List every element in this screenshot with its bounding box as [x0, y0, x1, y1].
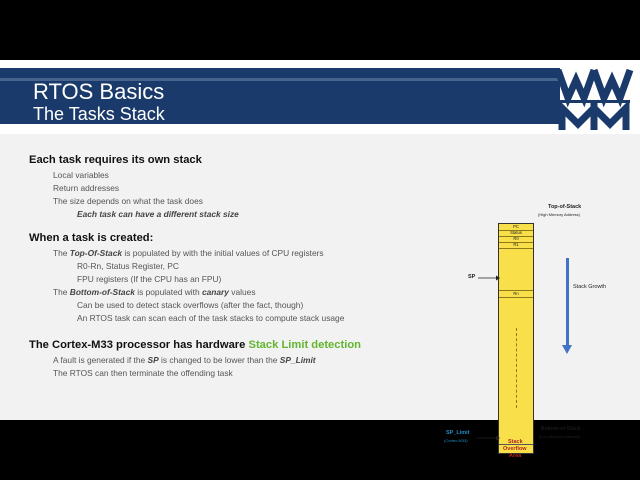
slide — [0, 60, 640, 459]
section1-item: Local variables — [53, 170, 109, 180]
bos-sub-item: Can be used to detect stack overflows (after the fact, though) — [77, 300, 304, 310]
section1-emphasis: Each task can have a different stack size — [77, 209, 239, 219]
section3-heading: The Cortex-M33 processor has hardware Stack Limit detection — [29, 339, 362, 351]
overflow-label: Area — [509, 453, 522, 459]
overflow-label: Stack — [508, 439, 523, 445]
bottom-of-stack-note: (Low Memory Address) — [539, 434, 581, 439]
title-banner — [0, 68, 560, 124]
stack-cell-pc: PC — [499, 224, 533, 231]
bos-line: The Bottom-of-Stack is populated with canary values — [53, 287, 256, 297]
stack-cell-status: Status — [499, 230, 533, 237]
section1-heading: Each task requires its own stack — [29, 154, 202, 166]
stack-cell-rn: Rn — [499, 290, 533, 298]
sp-limit-label: SP_Limit — [446, 430, 470, 436]
tos-sub-item: FPU registers (If the CPU has an FPU) — [77, 274, 222, 284]
sp-arrow-icon — [478, 274, 500, 282]
bottom-of-stack-label: Bottom-of-Stack — [541, 426, 581, 432]
sp-limit-arrow-icon — [476, 434, 500, 442]
tos-line: The Top-Of-Stack is populated by with the initial values of CPU registers — [53, 248, 324, 258]
stack-dashed-divider — [516, 328, 517, 408]
top-of-stack-note: (High Memory Address) — [538, 212, 581, 217]
section2-heading: When a task is created: — [29, 232, 154, 244]
bos-sub-item: An RTOS task can scan each of the task stacks to compute stack usage — [77, 313, 345, 323]
section3-line: A fault is generated if the SP is changed to be lower than the SP_Limit — [53, 355, 316, 365]
stack-growth-arrow — [566, 258, 569, 346]
slide-title: RTOS Basics — [33, 79, 165, 104]
sp-label: SP — [468, 274, 476, 280]
slide-subtitle: The Tasks Stack — [33, 104, 165, 124]
stack-cell-r1: R1 — [499, 242, 533, 249]
stack-diagram — [498, 223, 534, 454]
content-area — [0, 134, 640, 459]
section1-item: Return addresses — [53, 183, 120, 193]
stack-cell-r0: R0 — [499, 236, 533, 243]
overflow-label: Overflow — [503, 446, 527, 452]
wm-logo-icon — [554, 64, 634, 134]
sp-limit-note: (Cortex-M33) — [444, 438, 468, 443]
section3-line: The RTOS can then terminate the offending task — [53, 368, 233, 378]
tos-sub-item: R0-Rn, Status Register, PC — [77, 261, 179, 271]
top-of-stack-label: Top-of-Stack — [548, 204, 582, 210]
section1-item: The size depends on what the task does — [53, 196, 203, 206]
arrow-down-icon — [562, 345, 572, 354]
stack-growth-label: Stack Growth — [573, 284, 607, 290]
